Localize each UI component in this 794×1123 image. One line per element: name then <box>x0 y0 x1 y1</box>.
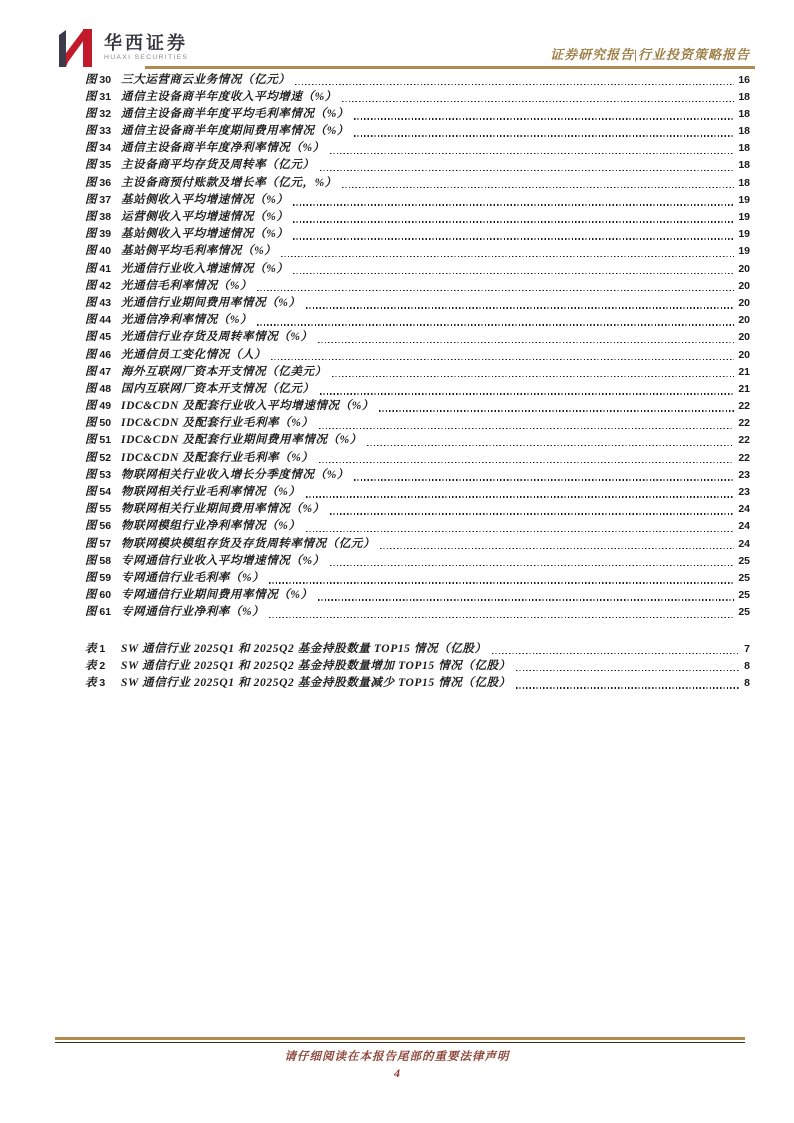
dot-leader <box>352 106 736 123</box>
toc-entry-label: 图 59 <box>85 571 112 584</box>
toc-figure-row[interactable] <box>85 604 750 621</box>
dot-leader <box>365 432 736 449</box>
toc-entry-page-number: 20 <box>738 262 750 275</box>
dot-leader <box>304 518 737 535</box>
toc-entry-page-number: 21 <box>738 382 750 395</box>
toc-entry-page-number: 20 <box>738 331 750 344</box>
toc-entry-page-number: 19 <box>738 228 750 241</box>
dot-leader <box>279 243 736 260</box>
toc-entry-label: 图 45 <box>85 331 112 344</box>
dot-leader <box>490 641 743 658</box>
footer-divider-dark <box>55 1042 745 1043</box>
toc-entry-title: 物联网相关行业期间费用率情况（%） <box>121 503 325 516</box>
toc-entry-label: 图 42 <box>85 279 112 292</box>
dot-leader <box>328 140 737 157</box>
toc-entry-label: 图 37 <box>85 193 112 206</box>
toc-entry-title: 物联网相关行业毛利率情况（%） <box>121 486 301 498</box>
toc-entry-page-number: 24 <box>738 537 750 550</box>
toc-entry-label: 图 35 <box>85 159 112 172</box>
toc-figure-row[interactable] <box>85 501 750 518</box>
dot-leader <box>328 501 737 518</box>
toc-entry-label: 图 31 <box>85 90 112 103</box>
toc-entry-title: 光通信毛利率情况（%） <box>121 279 253 292</box>
toc-entry-title: 专网通信行业期间费用率情况（%） <box>121 589 313 602</box>
toc-entry-label: 图 47 <box>85 365 112 378</box>
toc-figure-row[interactable] <box>85 72 750 89</box>
toc-figure-row[interactable] <box>85 415 750 432</box>
toc-entry-label: 图 54 <box>85 486 112 498</box>
logo-name-cn: 华西证券 <box>104 33 188 53</box>
toc-entry-page-number: 19 <box>738 245 750 258</box>
dot-leader <box>293 72 736 89</box>
toc-entry-title: IDC&CDN 及配套行业毛利率（%） <box>121 417 314 430</box>
toc-entry-title: 物联网模组行业净利率情况（%） <box>121 520 301 533</box>
toc-entry-title: 通信主设备商半年度期间费用率情况（%） <box>121 125 349 138</box>
toc-entry-page-number: 20 <box>738 348 750 361</box>
header-divider <box>145 66 755 69</box>
toc-entry-label: 图 51 <box>85 434 112 447</box>
toc-figure-row[interactable] <box>85 312 750 329</box>
dot-leader <box>291 261 736 278</box>
toc-entry-title: 通信主设备商半年度平均毛利率情况（%） <box>121 107 349 120</box>
dot-leader <box>255 312 736 329</box>
toc-table-row[interactable] <box>85 658 750 675</box>
toc-figure-row[interactable] <box>85 518 750 535</box>
toc-entry-title: 主设备商预付账款及增长率（亿元，%） <box>121 176 337 189</box>
toc-figure-row[interactable] <box>85 536 750 553</box>
toc-figure-row[interactable] <box>85 364 750 381</box>
toc-figure-row[interactable] <box>85 398 750 415</box>
toc-entry-page-number: 22 <box>738 417 750 430</box>
dot-leader <box>378 536 736 553</box>
toc-entry-page-number: 20 <box>738 296 750 309</box>
toc-entry-title: 专网通信行业毛利率（%） <box>121 571 265 584</box>
dot-leader <box>377 398 736 415</box>
toc-figure-row[interactable] <box>85 467 750 484</box>
toc-figure-row[interactable] <box>85 432 750 449</box>
toc-entry-label: 图 30 <box>85 73 112 86</box>
dot-leader <box>318 157 737 174</box>
toc-figure-row[interactable] <box>85 175 750 192</box>
dot-leader <box>291 226 736 243</box>
toc-entry-label: 图 49 <box>85 400 112 413</box>
toc-entry-title: 通信主设备商半年度净利率情况（%） <box>121 142 325 155</box>
toc-entry-label: 图 58 <box>85 554 112 567</box>
toc-entry-page-number: 23 <box>738 486 750 498</box>
dot-leader <box>267 604 736 621</box>
toc-figure-row[interactable] <box>85 587 750 604</box>
toc-entry-page-number: 20 <box>738 279 750 292</box>
toc-entry-label: 表 2 <box>85 659 106 672</box>
toc-figure-row[interactable] <box>85 278 750 295</box>
toc-entry-label: 图 34 <box>85 142 112 155</box>
toc-figure-row[interactable] <box>85 243 750 260</box>
dot-leader <box>340 175 736 192</box>
toc-entry-label: 图 32 <box>85 107 112 120</box>
toc-entry-page-number: 23 <box>738 468 750 481</box>
toc-entry-page-number: 18 <box>738 176 750 189</box>
toc-entry-page-number: 19 <box>738 211 750 223</box>
dot-leader <box>304 295 737 312</box>
toc-entry-page-number: 8 <box>744 676 750 689</box>
dot-leader <box>352 467 736 484</box>
logo-text <box>104 33 188 63</box>
toc-entry-title: IDC&CDN 及配套行业期间费用率情况（%） <box>121 434 362 447</box>
toc-figure-row[interactable] <box>85 226 750 243</box>
dot-leader <box>328 553 737 570</box>
toc-entry-title: 专网通信行业净利率（%） <box>121 606 265 619</box>
toc-tables-list <box>85 641 750 693</box>
toc-entry-label: 图 48 <box>85 382 112 395</box>
toc-entry-page-number: 24 <box>738 503 750 516</box>
toc-entry-label: 图 57 <box>85 537 112 550</box>
toc-figure-row[interactable] <box>85 570 750 587</box>
toc-entry-title: SW 通信行业 2025Q1 和 2025Q2 基金持股数量 TOP15 情况（亿股） <box>121 642 487 655</box>
toc-entry-label: 图 33 <box>85 125 112 138</box>
logo-name-en: HUAXI SECURITIES <box>104 54 189 61</box>
toc-entry-page-number: 18 <box>738 159 750 172</box>
toc-entry-label: 图 53 <box>85 468 112 481</box>
report-type-label: 证券研究报告|行业投资策略报告 <box>550 47 750 62</box>
toc-entry-label: 图 38 <box>85 211 112 223</box>
toc-entry-title: 基站侧平均毛利率情况（%） <box>121 245 277 258</box>
huaxi-logo-icon <box>55 28 97 68</box>
toc-figure-row[interactable] <box>85 192 750 209</box>
toc-figures-list <box>85 72 750 622</box>
toc-entry-page-number: 18 <box>738 142 750 155</box>
toc-entry-page-number: 21 <box>738 365 750 378</box>
toc-entry-page-number: 25 <box>738 589 750 602</box>
dot-leader <box>291 192 736 209</box>
dot-leader <box>340 89 736 106</box>
toc-entry-title: SW 通信行业 2025Q1 和 2025Q2 基金持股数量减少 TOP15 情况（亿股） <box>121 676 511 689</box>
toc-entry-label: 图 43 <box>85 296 112 309</box>
toc-entry-label: 表 1 <box>85 642 106 655</box>
toc-entry-title: 光通信行业存货及周转率情况（%） <box>121 331 313 344</box>
toc-entry-title: 通信主设备商半年度收入平均增速（%） <box>121 90 337 103</box>
toc-entry-label: 图 39 <box>85 228 112 241</box>
toc-entry-label: 图 61 <box>85 606 112 619</box>
toc-entry-page-number: 20 <box>738 314 750 327</box>
table-of-contents <box>85 72 750 693</box>
toc-figure-row[interactable] <box>85 123 750 140</box>
toc-entry-title: 国内互联网厂资本开支情况（亿元） <box>121 382 315 395</box>
toc-entry-page-number: 18 <box>738 107 750 120</box>
toc-entry-page-number: 22 <box>738 451 750 464</box>
dot-leader <box>330 364 737 381</box>
dot-leader <box>267 570 736 587</box>
dot-leader <box>317 415 737 432</box>
dot-leader <box>255 278 736 295</box>
toc-entry-title: 光通信员工变化情况（人） <box>121 348 267 361</box>
toc-figure-row[interactable] <box>85 89 750 106</box>
toc-entry-title: 专网通信行业收入平均增速情况（%） <box>121 554 325 567</box>
toc-figure-row[interactable] <box>85 295 750 312</box>
toc-figure-row[interactable] <box>85 157 750 174</box>
toc-entry-page-number: 22 <box>738 400 750 413</box>
toc-figure-row[interactable] <box>85 261 750 278</box>
toc-figure-row[interactable] <box>85 450 750 467</box>
toc-entry-page-number: 22 <box>738 434 750 447</box>
footer-disclaimer: 请仔细阅读在本报告尾部的重要法律声明 <box>284 1051 510 1063</box>
dot-leader <box>291 209 736 226</box>
toc-entry-page-number: 24 <box>738 520 750 533</box>
toc-entry-title: IDC&CDN 及配套行业收入平均增速情况（%） <box>121 400 375 413</box>
toc-entry-page-number: 18 <box>738 90 750 103</box>
toc-entry-label: 图 50 <box>85 417 112 430</box>
toc-entry-title: 光通信行业期间费用率情况（%） <box>121 296 301 309</box>
toc-entry-label: 图 55 <box>85 503 112 516</box>
dot-leader <box>514 675 742 692</box>
toc-entry-page-number: 7 <box>744 642 750 655</box>
dot-leader <box>316 587 737 604</box>
dot-leader <box>269 347 736 364</box>
toc-figure-row[interactable] <box>85 553 750 570</box>
toc-entry-label: 图 44 <box>85 314 112 327</box>
toc-entry-page-number: 25 <box>738 606 750 619</box>
dot-leader <box>318 381 737 398</box>
toc-entry-title: 主设备商平均存货及周转率（亿元） <box>121 159 315 172</box>
toc-entry-page-number: 19 <box>738 193 750 206</box>
toc-entry-title: 三大运营商云业务情况（亿元） <box>121 73 291 86</box>
toc-entry-label: 图 46 <box>85 348 112 361</box>
toc-table-row[interactable] <box>85 641 750 658</box>
toc-entry-label: 图 41 <box>85 262 112 275</box>
toc-entry-title: IDC&CDN 及配套行业毛利率（%） <box>121 451 314 464</box>
toc-figure-row[interactable] <box>85 381 750 398</box>
toc-entry-title: 物联网模块模组存货及存货周转率情况（亿元） <box>121 537 376 550</box>
toc-entry-title: 光通信行业收入增速情况（%） <box>121 262 289 275</box>
toc-entry-title: 运营侧收入平均增速情况（%） <box>121 211 289 223</box>
toc-entry-label: 图 56 <box>85 520 112 533</box>
toc-table-row[interactable] <box>85 675 750 692</box>
toc-entry-title: 基站侧收入平均增速情况（%） <box>121 193 289 206</box>
dot-leader <box>316 329 737 346</box>
page-header <box>55 28 750 70</box>
toc-entry-title: SW 通信行业 2025Q1 和 2025Q2 基金持股数量增加 TOP15 情况（亿股） <box>121 659 511 672</box>
toc-figure-row[interactable] <box>85 106 750 123</box>
toc-entry-title: 光通信净利率情况（%） <box>121 314 253 327</box>
toc-entry-page-number: 18 <box>738 125 750 138</box>
toc-figure-row[interactable] <box>85 329 750 346</box>
toc-entry-label: 图 36 <box>85 176 112 189</box>
toc-entry-label: 图 60 <box>85 589 112 602</box>
footer-page-number: 4 <box>394 1066 400 1080</box>
toc-figure-row[interactable] <box>85 140 750 157</box>
dot-leader <box>304 484 737 501</box>
toc-figure-row[interactable] <box>85 209 750 226</box>
dot-leader <box>317 450 737 467</box>
toc-entry-title: 海外互联网厂资本开支情况（亿美元） <box>121 365 327 378</box>
toc-entry-page-number: 25 <box>738 571 750 584</box>
huaxi-logo <box>55 28 188 68</box>
toc-entry-page-number: 8 <box>744 659 750 672</box>
toc-figure-row[interactable] <box>85 347 750 364</box>
dot-leader <box>514 658 742 675</box>
toc-entry-label: 图 40 <box>85 245 112 258</box>
footer-divider-gold <box>55 1037 745 1040</box>
toc-entry-page-number: 25 <box>738 554 750 567</box>
toc-entry-label: 图 52 <box>85 451 112 464</box>
toc-entry-title: 物联网相关行业收入增长分季度情况（%） <box>121 468 349 481</box>
toc-entry-label: 表 3 <box>85 676 106 689</box>
toc-entry-page-number: 16 <box>738 73 750 86</box>
dot-leader <box>352 123 736 140</box>
toc-figure-row[interactable] <box>85 484 750 501</box>
toc-entry-title: 基站侧收入平均增速情况（%） <box>121 228 289 241</box>
